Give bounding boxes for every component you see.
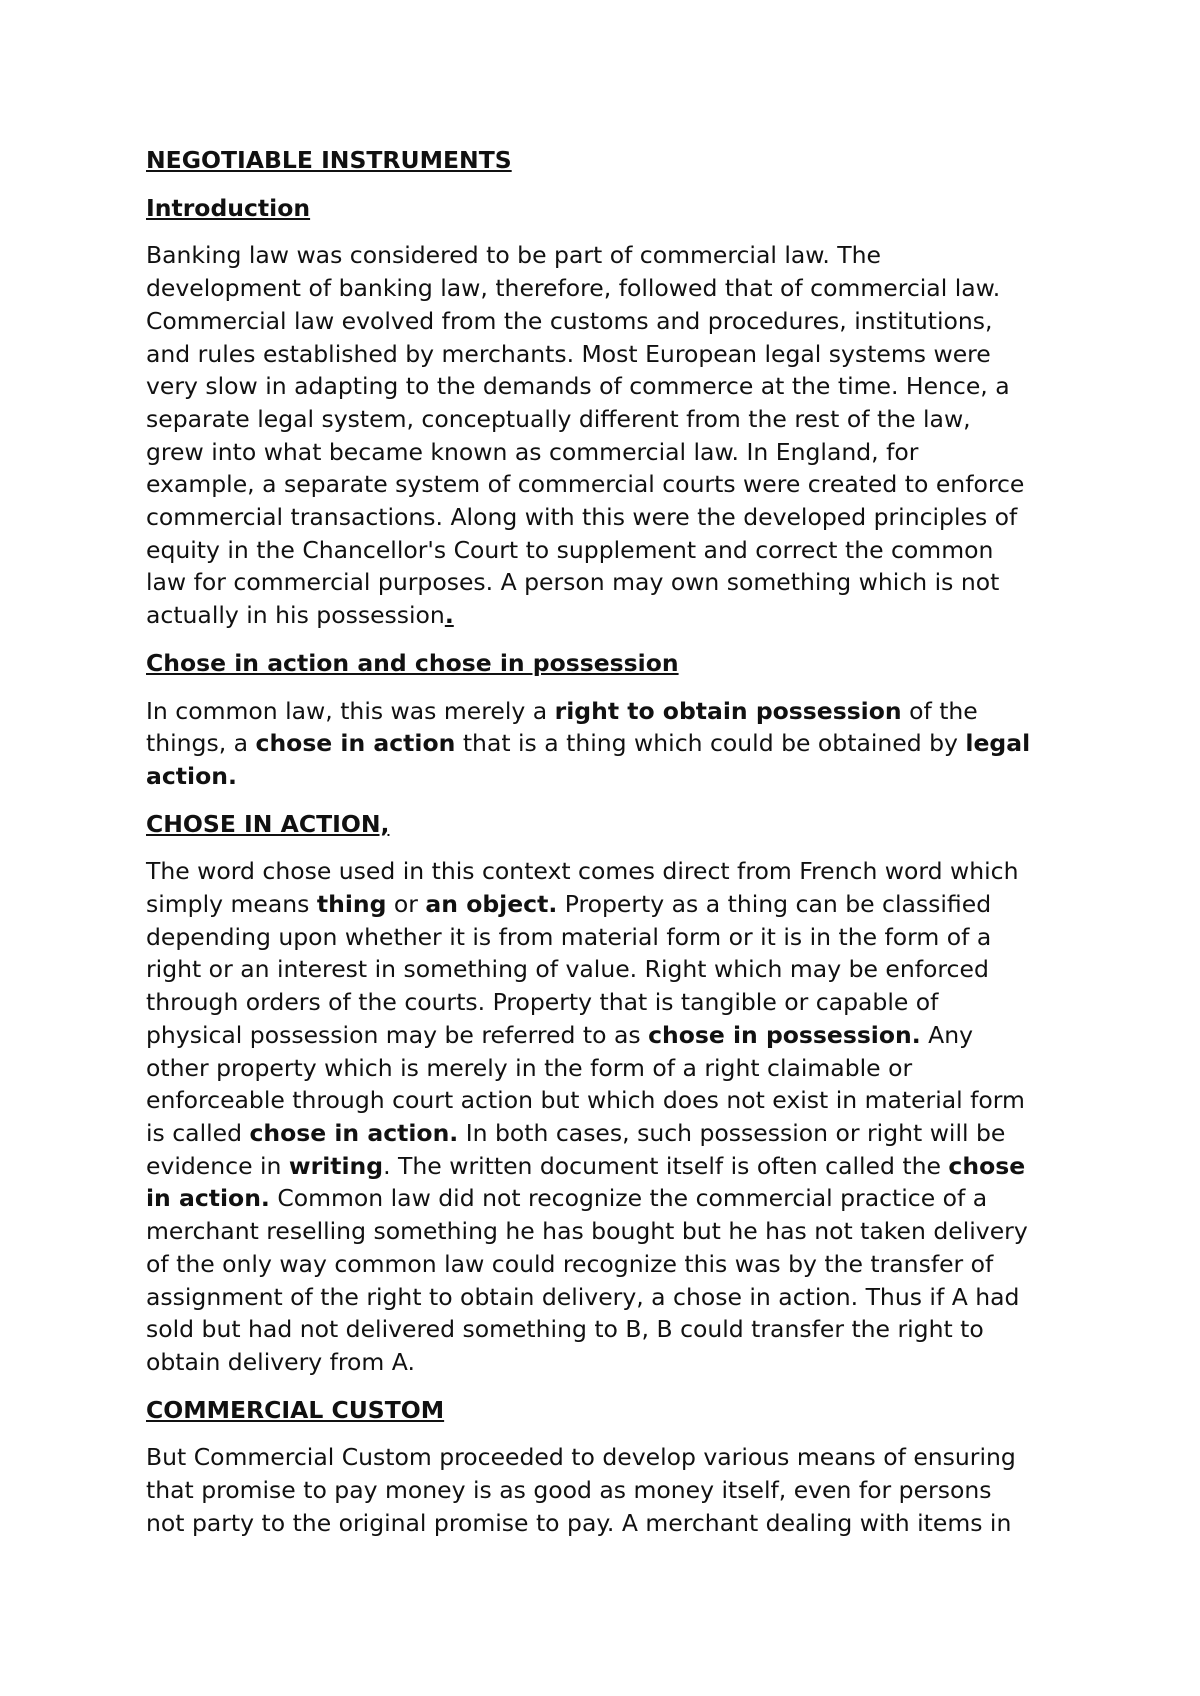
bold-text: right to obtain possession [554,696,902,725]
paragraph-line: Commercial law evolved from the customs and procedures, institutions, [146,306,993,335]
paragraph-line [146,727,1066,760]
paragraph-line [146,695,1066,728]
paragraph-text: Any [920,1020,974,1049]
paragraph-line: sold but had not delivered something to B, B could transfer the right to [146,1315,984,1344]
paragraph-line [146,1182,1066,1215]
paragraph-line: example, a separate system of commercial courts were created to enforce [146,470,1025,499]
paragraph-text: simply means [146,890,317,919]
paragraph-line: commercial transactions. Along with this were the developed principles of [146,503,1018,532]
paragraph-line: The word chose used in this context comes direct from French word which [146,857,1019,886]
bold-text: chose [948,1151,1026,1180]
chose-paragraph [146,695,1066,793]
paragraph-line: assignment of the right to obtain delivery, a chose in action. Thus if A had [146,1282,1020,1311]
bold-text: legal [965,729,1031,758]
paragraph-text: Common law did not recognize the commercial practice of a [269,1184,988,1213]
bold-text: chose in possession. [648,1020,921,1049]
paragraph-text: things, a [146,729,256,758]
paragraph-text: actually in his possession [146,601,445,630]
section-heading-introduction: Introduction [146,193,311,222]
paragraph-line: separate legal system, conceptually different from the rest of the law, [146,404,971,433]
paragraph-line: depending upon whether it is from material form or it is in the form of a [146,922,992,951]
paragraph-line: action. [146,761,237,790]
paragraph-line: development of banking law, therefore, followed that of commercial law. [146,274,1001,303]
introduction-paragraph [146,239,1066,631]
paragraph-line: right or an interest in something of value. Right which may be enforced [146,955,989,984]
paragraph-line: obtain delivery from A. [146,1347,415,1376]
bold-text: thing [316,890,387,919]
paragraph-text: In common law, this was merely a [146,696,555,725]
paragraph-line [146,1117,1066,1150]
section-heading-chose-in-action: CHOSE IN ACTION, [146,809,390,838]
paragraph-line: other property which is merely in the form of a right claimable or [146,1053,913,1082]
paragraph-line: equity in the Chancellor's Court to supplement and correct the common [146,535,994,564]
paragraph-text: that is a thing which could be obtained by [455,729,966,758]
paragraph-text: or [386,890,426,919]
paragraph-line: law for commercial purposes. A person may own something which is not [146,568,1000,597]
paragraph-line: very slow in adapting to the demands of commerce at the time. Hence, a [146,372,1010,401]
paragraph-line: But Commercial Custom proceeded to develop various means of ensuring [146,1443,1016,1472]
bold-text: chose in action. [249,1118,459,1147]
paragraph-text: In both cases, such possession or right will be [458,1118,1006,1147]
chose-in-action-paragraph [146,855,1066,1378]
bold-text: in action. [146,1184,270,1213]
paragraph-line [146,1019,1066,1052]
paragraph-text: . The written document itself is often called the [383,1151,949,1180]
paragraph-line: enforceable through court action but which does not exist in material form [146,1086,1025,1115]
section-heading-commercial-custom: COMMERCIAL CUSTOM [146,1395,445,1424]
paragraph-text: is called [146,1118,250,1147]
bold-text: an object. [425,890,558,919]
paragraph-line: not party to the original promise to pay. A merchant dealing with items in [146,1508,1012,1537]
paragraph-text: physical possession may be referred to as [146,1020,649,1049]
document-body [146,144,1066,1554]
paragraph-text: Property as a thing can be classified [557,890,992,919]
document-title: NEGOTIABLE INSTRUMENTS [146,146,512,174]
paragraph-line [146,1150,1066,1183]
paragraph-line: of the only way common law could recognize this was by the transfer of [146,1249,994,1278]
bold-text: chose in action [255,729,456,758]
paragraph-line: merchant reselling something he has bought but he has not taken delivery [146,1217,1028,1246]
paragraph-text-underlined: . [444,601,454,630]
paragraph-line: grew into what became known as commercial law. In England, for [146,437,919,466]
paragraph-text: of the [901,696,978,725]
section-heading-chose-in-action-possession: Chose in action and chose in possession [146,648,679,677]
paragraph-line [146,599,1066,632]
paragraph-line: that promise to pay money is as good as money itself, even for persons [146,1476,992,1505]
paragraph-text: evidence in [146,1151,289,1180]
commercial-custom-paragraph [146,1441,1066,1539]
paragraph-line: Banking law was considered to be part of commercial law. The [146,241,881,270]
paragraph-line: through orders of the courts. Property that is tangible or capable of [146,988,939,1017]
paragraph-line: and rules established by merchants. Most European legal systems were [146,339,991,368]
paragraph-line [146,888,1066,921]
bold-text: writing [288,1151,384,1180]
